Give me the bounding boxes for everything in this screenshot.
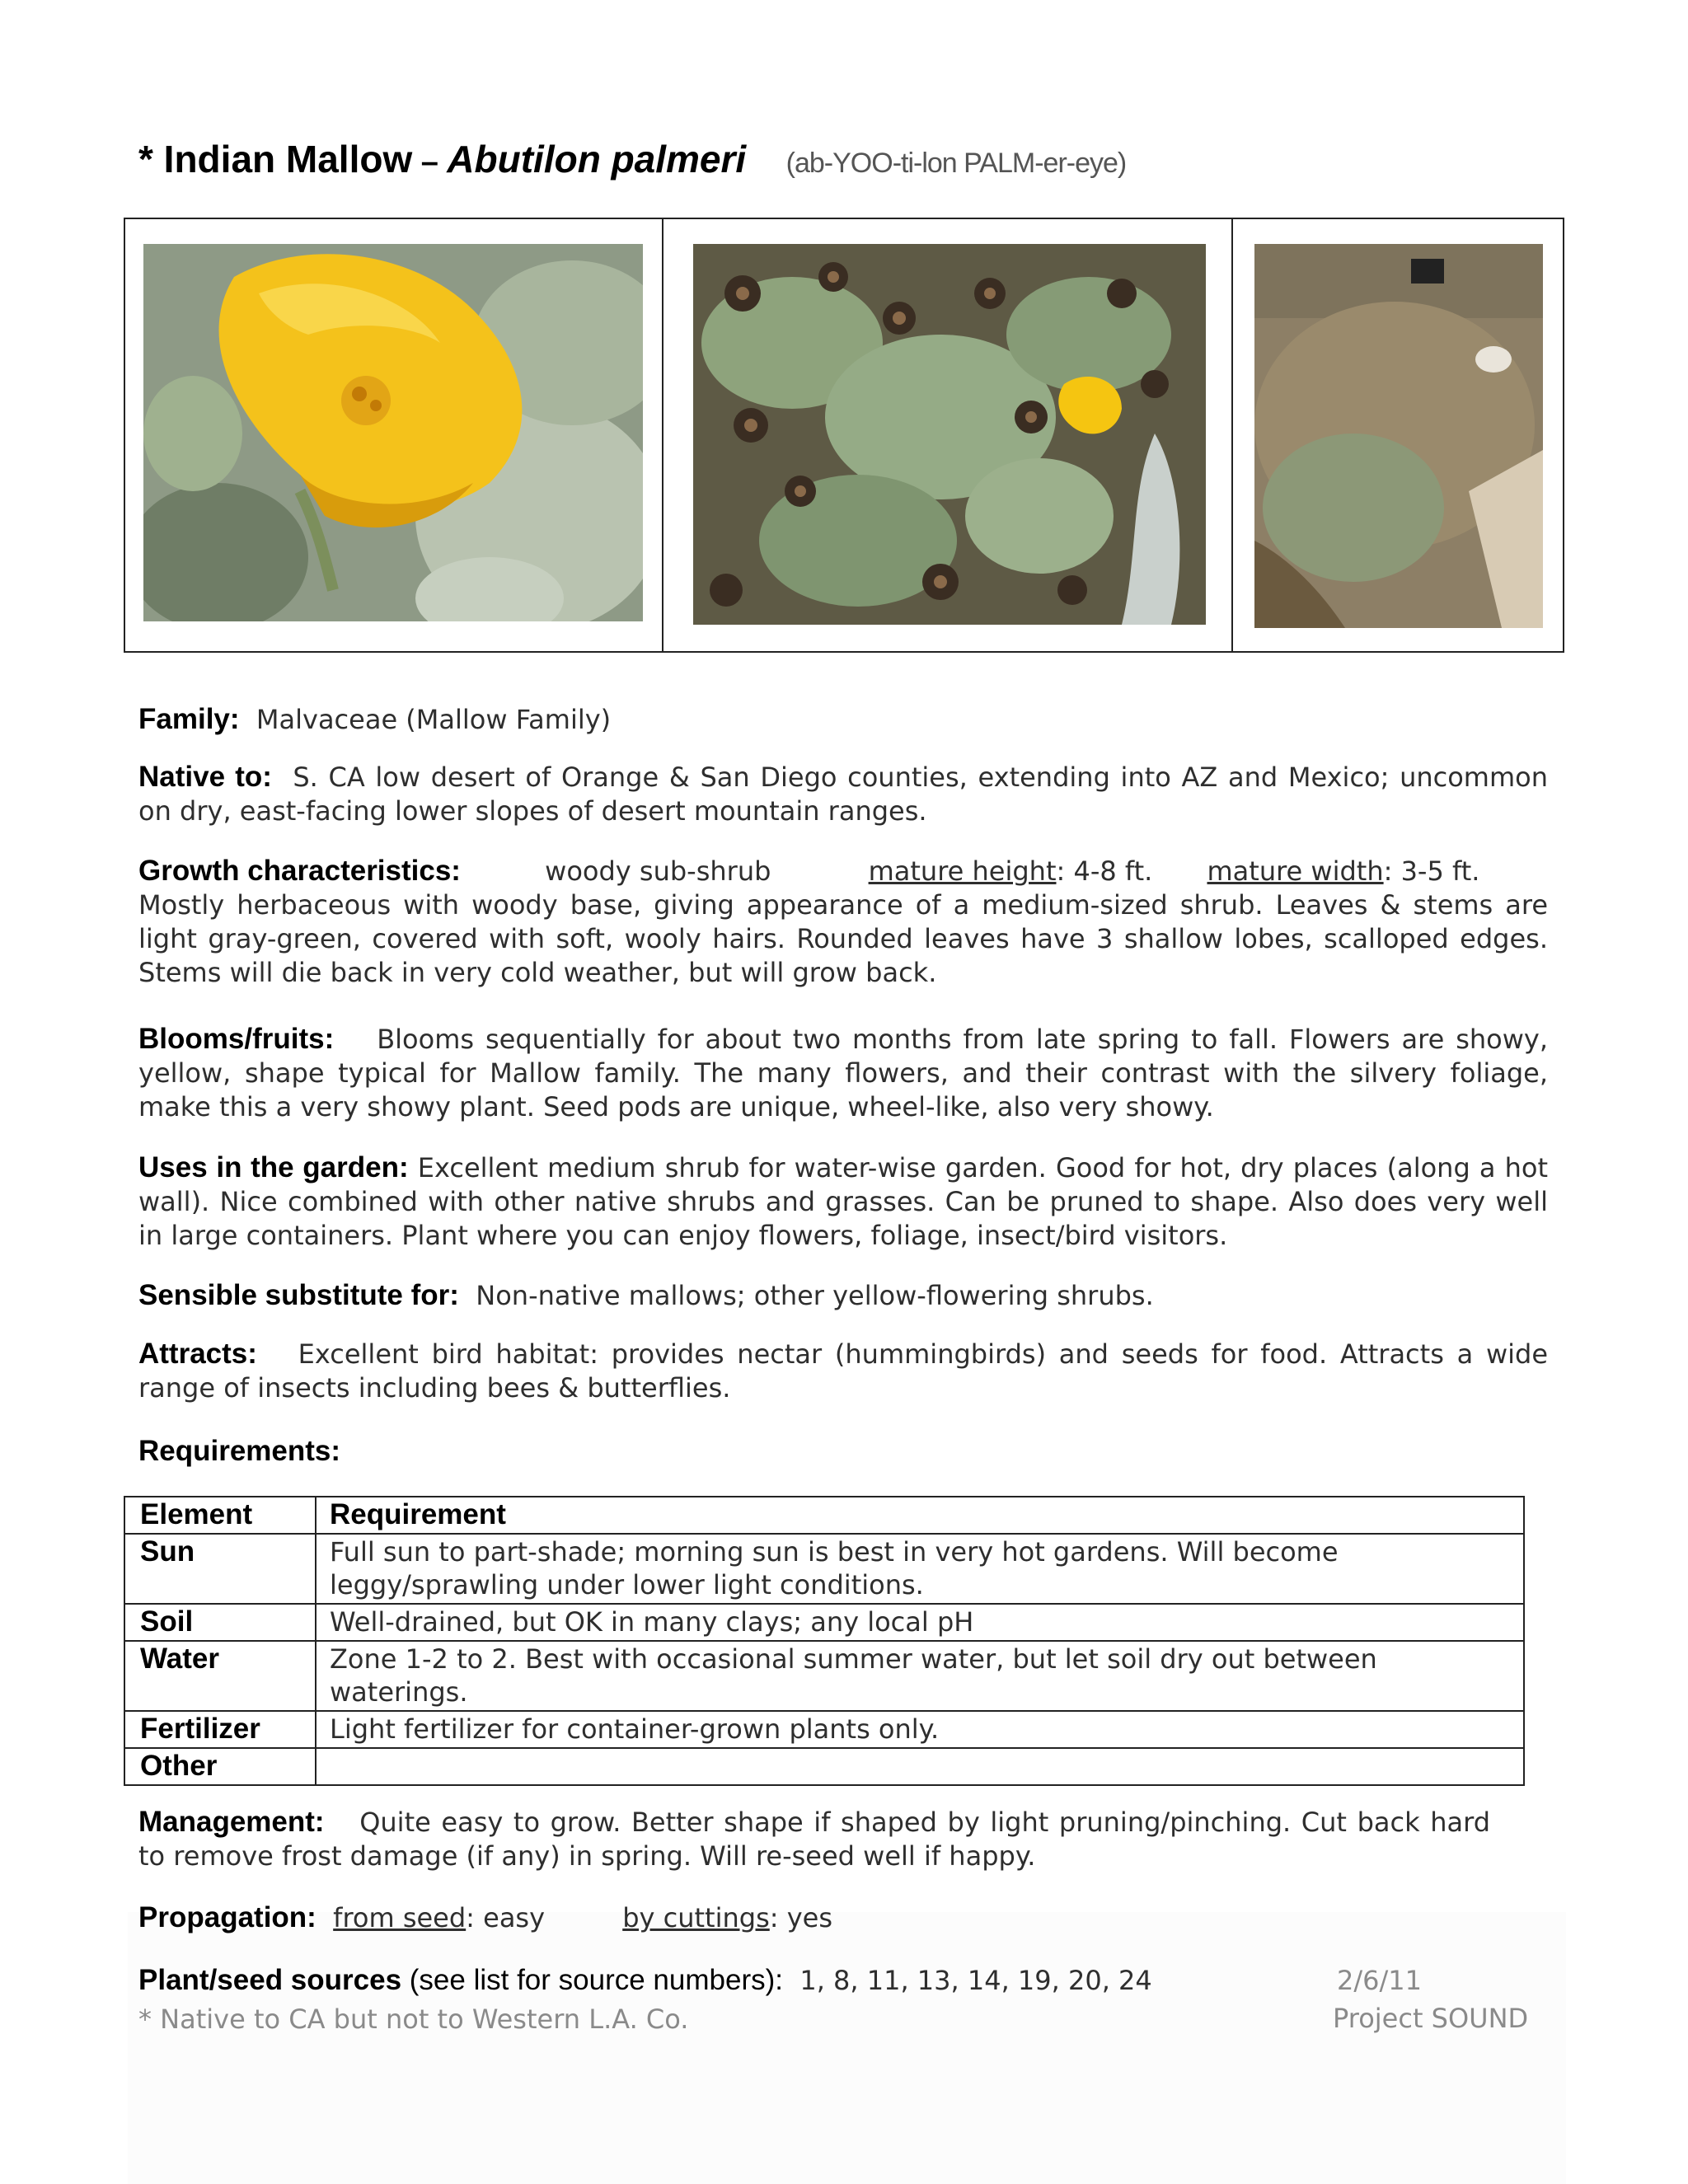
page-title — [138, 137, 1126, 181]
family-section — [138, 702, 1548, 737]
blooms-section — [138, 1022, 1548, 1124]
requirements-table — [124, 1496, 1525, 1786]
organization-name: Project SOUND — [1333, 2003, 1529, 2034]
mature-height-label: mature height — [868, 855, 1057, 887]
requirement-cell: Full sun to part-shade; morning sun is best in very hot gardens. Will become leggy/sprawling under lower light conditions. — [316, 1534, 1524, 1604]
table-header-row — [124, 1497, 1524, 1534]
substitute-label: Sensible substitute for: — [138, 1279, 459, 1311]
sources-note: (see list for source numbers): — [401, 1964, 783, 1996]
table-row — [124, 1534, 1524, 1604]
by-cuttings-label: by cuttings — [622, 1902, 770, 1933]
substitute-section — [138, 1278, 1548, 1313]
requirement-cell: Well-drained, but OK in many clays; any local pH — [316, 1604, 1524, 1641]
from-seed-value: : easy — [466, 1902, 546, 1933]
element-cell: Fertilizer — [124, 1711, 316, 1748]
element-cell: Water — [124, 1641, 316, 1711]
uses-section — [138, 1151, 1548, 1253]
attracts-label: Attracts: — [138, 1338, 257, 1370]
growth-label: Growth characteristics: — [138, 855, 461, 887]
seed-pods-and-leaves-photo — [693, 244, 1206, 625]
element-cell: Other — [124, 1748, 316, 1785]
management-section — [138, 1805, 1490, 1873]
element-cell: Sun — [124, 1534, 316, 1604]
common-name: * Indian Mallow — [138, 138, 413, 180]
sheet-date: 2/6/11 — [1337, 1965, 1422, 1996]
uses-text: Excellent medium shrub for water-wise garden. Good for hot, dry places (along a hot wall). Nice combined with other native shrubs and grasses. Can be pruned to shape. Also does very well in large containers. Plant where you can enjoy flowers, foliage, insect/bird visitors. — [138, 1152, 1549, 1251]
native-footnote: * Native to CA but not to Western L.A. Co. — [138, 2004, 689, 2035]
from-seed-label: from seed — [333, 1902, 467, 1933]
footer-shading — [128, 1912, 1566, 2184]
growth-section — [138, 854, 1548, 990]
growth-type: woody sub-shrub — [545, 855, 771, 887]
management-label: Management: — [138, 1806, 325, 1838]
scientific-name: Abutilon palmeri — [447, 138, 747, 180]
requirement-cell: Light fertilizer for container-grown plants only. — [316, 1711, 1524, 1748]
element-cell: Soil — [124, 1604, 316, 1641]
table-row — [124, 1748, 1524, 1785]
requirements-label: Requirements: — [138, 1435, 341, 1467]
propagation-section — [138, 1900, 1548, 1935]
requirements-heading — [138, 1434, 1548, 1469]
photo-cell-3 — [1231, 219, 1563, 651]
management-text: Quite easy to grow. Better shape if shaped by light pruning/pinching. Cut back hard to remove frost damage (if any) in spring. Will re-seed well if happy. — [138, 1807, 1491, 1872]
sources-label: Plant/seed sources — [138, 1964, 402, 1996]
source-numbers: 1, 8, 11, 13, 14, 19, 20, 24 — [799, 1965, 1152, 1996]
pronunciation: (ab-YOO-ti-lon PALM-er-eye) — [785, 148, 1127, 179]
photo-strip — [124, 218, 1564, 653]
propagation-label: Propagation: — [138, 1901, 316, 1933]
growth-text: Mostly herbaceous with woody base, giving appearance of a medium-sized shrub. Leaves & stems are light gray-green, covered with soft, wooly hairs. Rounded leaves have 3 shallow lobes, scalloped edges. Stems will die back in very cold weather, but will grow back. — [138, 889, 1548, 988]
photo-cell-1 — [125, 219, 662, 651]
table-row — [124, 1711, 1524, 1748]
native-label: Native to: — [138, 761, 272, 793]
substitute-text: Non-native mallows; other yellow-flowering shrubs. — [476, 1280, 1154, 1311]
by-cuttings-value: : yes — [769, 1902, 832, 1933]
native-section — [138, 760, 1548, 828]
requirement-cell: Zone 1-2 to 2. Best with occasional summer water, but let soil dry out between waterings. — [316, 1641, 1524, 1711]
mature-width-value: : 3-5 ft. — [1383, 855, 1480, 887]
attracts-text: Excellent bird habitat: provides nectar (hummingbirds) and seeds for food. Attracts a wide range of insects including bees & butterflies. — [138, 1338, 1548, 1404]
yellow-mallow-flower-photo — [143, 244, 643, 621]
uses-label: Uses in the garden: — [138, 1151, 409, 1183]
shrub-habit-photo — [1254, 244, 1543, 628]
attracts-section — [138, 1337, 1548, 1405]
header-requirement: Requirement — [316, 1497, 1524, 1534]
blooms-label: Blooms/fruits: — [138, 1023, 335, 1055]
blooms-text: Blooms sequentially for about two months from late spring to fall. Flowers are showy, yellow, shape typical for Mallow family. The many flowers, and their contrast with the silvery foliage, make this a very showy plant. Seed pods are unique, wheel-like, also very showy. — [138, 1024, 1549, 1122]
native-text: S. CA low desert of Orange & San Diego counties, extending into AZ and Mexico; uncommon on dry, east-facing lower slopes of desert mountain ranges. — [138, 762, 1548, 827]
photo-cell-2 — [662, 219, 1231, 651]
table-row — [124, 1641, 1524, 1711]
family-label: Family: — [138, 703, 240, 735]
title-dash: – — [420, 145, 438, 180]
mature-width-label: mature width — [1207, 855, 1384, 887]
table-row — [124, 1604, 1524, 1641]
family-text: Malvaceae (Mallow Family) — [256, 704, 612, 735]
mature-height-value: : 4-8 ft. — [1056, 855, 1153, 887]
header-element: Element — [124, 1497, 316, 1534]
requirement-cell — [316, 1748, 1524, 1785]
